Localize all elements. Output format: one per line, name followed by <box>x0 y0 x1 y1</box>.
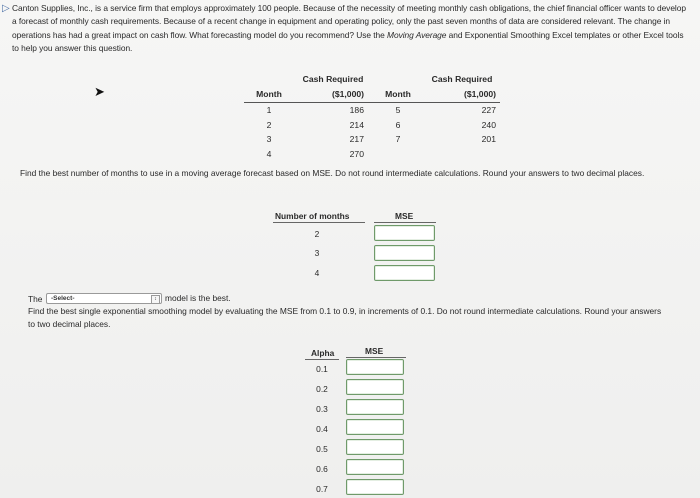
ma-header-rule-2 <box>374 222 436 223</box>
mouse-cursor-icon: ➤ <box>94 84 105 99</box>
alpha-label: 0.3 <box>316 404 328 414</box>
alpha-label: 0.1 <box>316 364 328 374</box>
ma-header-rule <box>273 222 365 223</box>
col-alpha: Alpha <box>311 348 335 358</box>
alpha-label: 0.5 <box>316 444 328 454</box>
intro-text-end: and Exponential Smoothing Excel templates or other Excel tools to help you answer this question. <box>12 29 684 54</box>
es-header-rule <box>305 359 339 360</box>
col-number-of-months: Number of months <box>275 211 350 221</box>
table-row: 3 217 7 201 <box>266 134 496 145</box>
es-mse-input[interactable] <box>346 479 404 495</box>
header-cash-required-2: Cash Required <box>431 74 493 84</box>
es-header-rule-2 <box>346 357 406 358</box>
ma-mse-input[interactable] <box>374 265 435 281</box>
intro-text: Canton Supplies, Inc., is a service firm that employs approximately 100 people. Because of the necessity of meeting monthly cash obligations, the chief financial officer wants to develop a forecast of monthly cash requirements. Because of a recent change in equipment and operating policy, only the past seven months of data are considered relevant. The change in operations has had a great impact on cash flow. What forecasting model do you recommend? Use the <box>12 3 686 40</box>
problem-statement <box>12 2 690 56</box>
exp-smoothing-instruction: Find the best single exponential smoothing model by evaluating the MSE from 0.1 to 0.9, in increments of 0.1. Do not round intermediate calculations. Round your answers to two decimal places. <box>28 306 662 329</box>
alpha-label: 0.4 <box>316 424 328 434</box>
best-model-select[interactable] <box>46 293 162 304</box>
table-row: 4 270 <box>266 148 364 159</box>
es-mse-input[interactable] <box>346 379 404 395</box>
ma-mse-input[interactable] <box>374 225 435 241</box>
es-mse-input[interactable] <box>346 359 404 375</box>
ma-row-label: 2 <box>314 229 320 239</box>
es-mse-input[interactable] <box>346 419 404 435</box>
es-mse-input[interactable] <box>346 399 404 415</box>
col-ma-mse: MSE <box>395 211 414 221</box>
intro-italic: Moving Average <box>387 29 447 40</box>
ma-row-label: 4 <box>314 268 320 278</box>
table-row: 1 186 5 227 <box>266 105 496 116</box>
alpha-label: 0.6 <box>316 464 328 474</box>
ma-mse-input[interactable] <box>374 245 435 261</box>
col-es-mse: MSE <box>365 346 384 356</box>
best-model-sentence: The <box>28 294 43 304</box>
alpha-label: 0.7 <box>316 484 328 494</box>
dropdown-arrow-icon: ↕ <box>151 295 160 304</box>
alpha-label: 0.2 <box>316 384 328 394</box>
best-model-select-value: -Select- <box>51 295 75 302</box>
es-mse-input[interactable] <box>346 459 404 475</box>
es-mse-input[interactable] <box>346 439 404 455</box>
question-bullet-icon: ▷ <box>2 3 10 14</box>
ma-row-label: 3 <box>314 248 320 258</box>
cash-required-table <box>244 72 500 161</box>
moving-average-instruction: Find the best number of months to use in a moving average forecast based on MSE. Do not round intermediate calculations. Round your answers to two decimal places. <box>20 168 645 178</box>
table-row: 2 214 6 240 <box>266 119 496 130</box>
header-month-2: Month <box>372 86 424 103</box>
best-model-suffix: model is the best. <box>165 293 231 303</box>
header-month: Month <box>244 86 294 103</box>
header-cash-required: Cash Required <box>302 74 364 84</box>
header-units-2: ($1,000) <box>424 86 500 103</box>
header-units: ($1,000) <box>294 86 372 103</box>
